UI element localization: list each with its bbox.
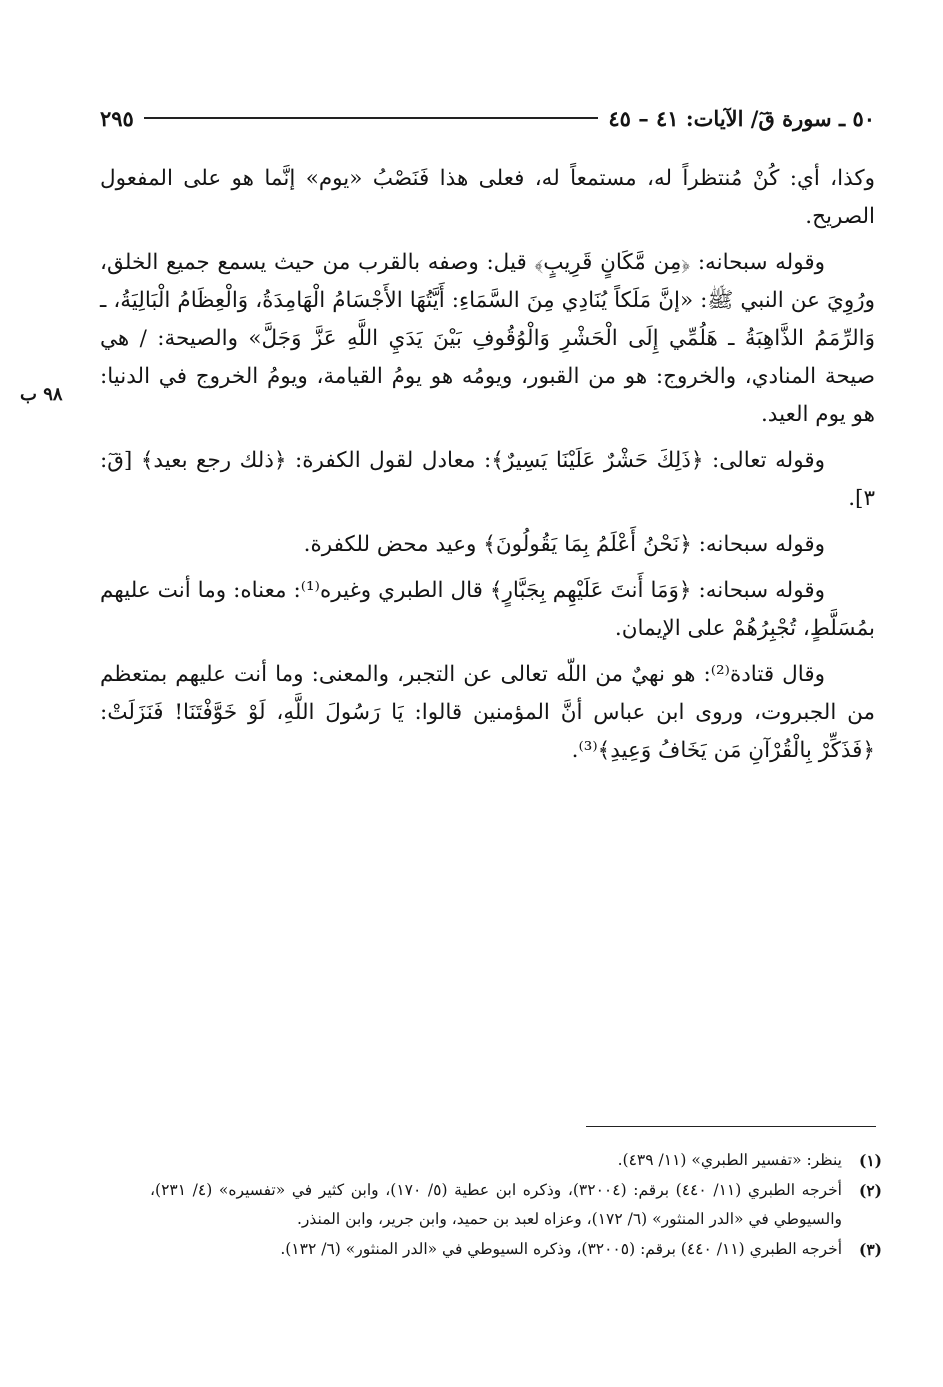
paragraph: وقوله سبحانه: ﴿نَحْنُ أَعْلَمُ بِمَا يَقُولُونَ﴾ وعيد محض للكفرة.: [303, 532, 825, 557]
page-header: [100, 98, 875, 138]
paragraph: وقوله سبحانه: ﴿وَمَا أَنتَ عَلَيْهِم بِجَبَّارٍ﴾ قال الطبري وغيره⁽¹⁾: معناه: وما أنت عليهم بمُسَلَّطٍ، تُجْبِرُهُمْ على الإيمان.: [100, 578, 875, 641]
footnote-text: أخرجه الطبري (١١/ ٤٤٠) برقم: (٣٢٠٠٥)، وذكره السيوطي في «الدر المنثور» (٦/ ١٣٢).: [280, 1240, 842, 1258]
paragraph: وقال قتادة⁽²⁾: هو نهيٌ من اللّه تعالى عن التجبر، والمعنى: وما أنت عليهم بمتعظم من الجبروت، وروى ابن عباس أنَّ المؤمنين قالوا: يَا رَسُولَ اللَّهِ، لَوْ خَوَّفْتَنَا! فَنَزَلَتْ: ﴿فَذَكِّرْ بِالْقُرْآنِ مَن يَخَافُ وَعِيدِ﴾⁽³⁾.: [100, 662, 875, 763]
footnote: [150, 1146, 882, 1175]
page-number: ٢٩٥: [100, 105, 134, 131]
paragraph: وقوله تعالى: ﴿ذَلِكَ حَشْرٌ عَلَيْنَا يَسِيرٌ﴾: معادل لقول الكفرة: ﴿ذلك رجع بعيد﴾ [قٓ: ٣].: [100, 448, 875, 511]
footnote-number: (٢): [858, 1181, 882, 1200]
footnote-number: (١): [858, 1151, 882, 1170]
footnote-separator: [586, 1126, 876, 1127]
footnote-number: (٣): [858, 1240, 882, 1259]
footnote-text: ينظر: «تفسير الطبري» (١١/ ٤٣٩).: [617, 1151, 842, 1169]
header-rule: [144, 117, 599, 119]
footnote: [150, 1235, 882, 1264]
footnote-text: أخرجه الطبري (١١/ ٤٤٠) برقم: (٣٢٠٠٤)، وذكره ابن عطية (٥/ ١٧٠)، وابن كثير في «تفسيره» (٤/ ٢٣١)، والسيوطي في «الدر المنثور» (٦/ ١٧٢)، وعزاه لعبد بن حميد، وابن جرير، وابن المنذر.: [150, 1181, 842, 1228]
footnotes: [150, 1146, 882, 1265]
footnote: [150, 1176, 882, 1234]
paragraph: وقوله سبحانه: ﴿مِن مَّكَانٍ قَرِيبٍ﴾ قيل: وصفه بالقرب من حيث يسمع جميع الخلق، ورُوِيَ عن النبي ﷺ: «إنَّ مَلَكاً يُنَادِي مِنَ السَّمَاءِ: أَيَّتُهَا الأَجْسَامُ الْهَامِدَةُ، وَالْعِظَامُ الْبَالِيَةُ، ـ وَالرِّمَمُ الذَّاهِبَةُ ـ هَلُمِّي إِلَى الْحَشْرِ وَالْوُقُوفِ بَيْنَ يَدَيِ اللَّهِ عَزَّ وَجَلَّ» والصيحة: / هي صيحة المنادي، والخروج: هو من القبور، ويومُه هو يومُ القيامة، ويومُ الخروج في الدنيا: هو يوم العيد.: [100, 250, 875, 427]
paragraph: وكذا، أي: كُنْ مُنتظراً له، مستمعاً له، فعلى هذا فَنَصْبُ «يوم» إنَّما هو على المفعول الصريح.: [100, 166, 875, 229]
manuscript-folio-note: ٩٨ ب: [20, 384, 63, 405]
main-text: [100, 160, 875, 778]
running-title: ٥٠ ـ سورة قٓ/ الآيات: ٤١ – ٤٥: [608, 105, 875, 131]
